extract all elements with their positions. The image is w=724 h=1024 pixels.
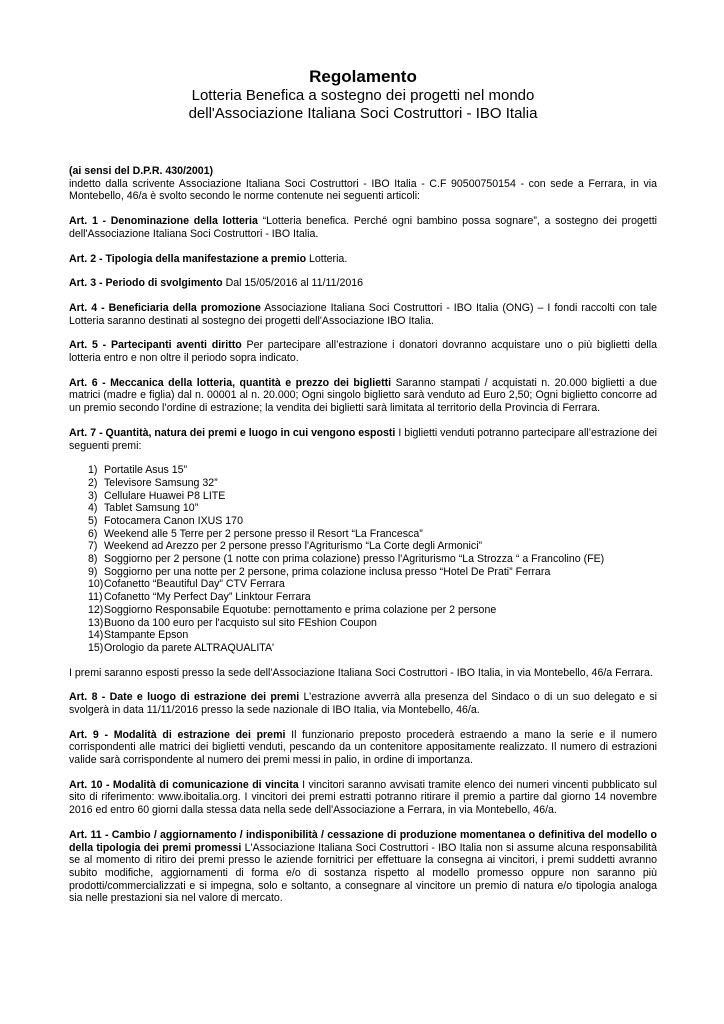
item-number: 8) [88, 553, 98, 566]
subtitle-line-1: Lotteria Benefica a sostegno dei progetti nel mondo [191, 87, 535, 104]
intro [69, 165, 657, 203]
article-8 [69, 691, 657, 716]
item-text: Tablet Samsung 10” [104, 502, 199, 515]
list-item [69, 490, 657, 503]
article-heading: Art. 8 - Date e luogo di estrazione dei premi [69, 691, 300, 704]
article-text: Il funzionario preposto procederà estraendo a mano la serie e il numero corrispondenti alle matrici dei biglietti venduti, pescando da un contenitore appositamente realizzato. Il numero di estrazioni valide sarà corrispondente al numero dei premi messi in palio, in ordine di importanza. [69, 728, 658, 767]
item-number: 6) [88, 527, 98, 540]
item-text: Stampante Epson [104, 629, 189, 642]
list-item [69, 578, 657, 591]
item-text: Weekend alle 5 Terre per 2 persone presso il Resort “La Francesca” [104, 527, 423, 540]
list-item [69, 617, 657, 630]
article-heading: Art. 6 - Meccanica della lotteria, quantità e prezzo dei biglietti [69, 376, 392, 389]
article-4 [69, 302, 657, 327]
item-number: 15) [88, 641, 104, 654]
item-text: Weekend ad Arezzo per 2 persone presso l'Agriturismo “La Corte degli Armonici” [104, 540, 483, 553]
article-text: Associazione Italiana Soci Costruttori - IBO Italia (ONG) – I fondi raccolti con tale Lotteria saranno destinati al sostegno dei progetti dell'Associazione IBO Italia. [69, 301, 657, 327]
list-item [69, 477, 657, 490]
article-heading: Art. 11 - Cambio / aggiornamento / indisponibilità / cessazione di produzione momentanea o definitiva del modello o della tipologia dei premi promessi [69, 828, 657, 854]
article-text: L'Associazione Italiana Soci Costruttori - IBO Italia non si assume alcuna responsabilità se al momento di ritiro dei premi presso le aziende fornitrici per effettuare la consegna ai vincitori, i premi suddetti avranno subito modifiche, aggiornamenti di forma e/o di sostanza rispetto al modello promesso oppure non saranno più prodotti/commercializzati e si impegna, solo e soltanto, a consegnare al vincitore un premio di natura e/o tipologia analoga sia nelle prestazioni sia nel valore di mercato. [69, 841, 657, 905]
article-text: I vincitori saranno avvisati tramite elenco dei numeri vincenti pubblicato sul sito di riferimento: www.iboitalia.org. I vincitori dei premi estratti potranno ritirare il premio a partire dal giorno 14 novembre 2016 ed entro 60 giorni dalla stessa data nella sede dell'Associazione a Ferrara, in via Montebello, 46/a. [69, 778, 657, 817]
item-text: Cofanetto “Beautiful Day” CTV Ferrara [104, 578, 285, 591]
item-number: 13) [88, 616, 104, 629]
list-item [69, 604, 657, 617]
article-11 [69, 829, 657, 905]
article-2 [69, 253, 657, 266]
item-text: Buono da 100 euro per l'acquisto sul sito FEshion Coupon [104, 616, 377, 629]
law-reference: (ai sensi del D.P.R. 430/2001) [69, 165, 214, 177]
item-text: Soggiorno per 2 persone (1 notte con prima colazione) presso l'Agriturismo “La Strozza “ a Francolino (FE) [104, 553, 605, 566]
article-text: I biglietti venduti potranno partecipare all’estrazione dei seguenti premi: [69, 426, 657, 452]
list-item [69, 502, 657, 515]
prizes-note: I premi saranno esposti presso la sede dell'Associazione Italiana Soci Costruttori - IBO Italia, in via Montebello, 46/a Ferrara. [69, 666, 653, 679]
list-item [69, 566, 657, 579]
list-item [69, 591, 657, 604]
article-heading: Art. 5 - Partecipanti aventi diritto [69, 339, 242, 352]
list-item [69, 642, 657, 655]
article-text: Lotteria. [306, 252, 348, 265]
item-text: Soggiorno Responsabile Equotube: pernottamento e prima colazione per 2 persone [104, 603, 497, 616]
item-number: 7) [88, 540, 98, 553]
item-text: Soggiorno per una notte per 2 persone, prima colazione inclusa presso “Hotel De Prati” Ferrara [104, 565, 551, 578]
article-text: Per partecipare all’estrazione i donatori dovranno acquistare uno o più biglietti della lotteria entro e non oltre il periodo sopra indicato. [69, 339, 657, 365]
list-item [69, 553, 657, 566]
list-item [69, 464, 657, 477]
item-number: 14) [88, 629, 104, 642]
article-3 [69, 277, 657, 290]
article-text: Saranno stampati / acquistati n. 20.000 biglietti a due matrici (madre e figlia) dal n. 00001 al n. 20.000; Ogni singolo biglietto sarà venduto ad Euro 2,50; Ogni biglietto concorre ad un premio secondo l’ordine di estrazione; la vendita dei biglietti sarà limitata al territorio della Provincia di Ferrara. [69, 376, 657, 415]
item-text: Televisore Samsung 32” [104, 476, 218, 489]
list-item [69, 515, 657, 528]
article-heading: Art. 7 - Quantità, natura dei premi e luogo in cui vengono esposti [69, 426, 396, 439]
article-7 [69, 427, 657, 452]
item-number: 3) [88, 489, 98, 502]
item-number: 12) [88, 603, 104, 616]
item-number: 1) [88, 464, 98, 477]
article-1 [69, 215, 657, 240]
article-heading: Art. 2 - Tipologia della manifestazione a premio [69, 252, 307, 265]
article-heading: Art. 4 - Beneficiaria della promozione [69, 301, 261, 314]
article-6 [69, 377, 657, 415]
article-text: “Lotteria benefica. Perché ogni bambino possa sognare”, a sostegno dei progetti dell'Associazione Italiana Soci Costruttori - IBO Italia. [69, 215, 658, 240]
article-heading: Art. 1 - Denominazione della lotteria [69, 215, 258, 228]
article-10 [69, 779, 657, 817]
article-9 [69, 729, 657, 767]
document-page [69, 67, 657, 905]
item-text: Fotocamera Canon IXUS 170 [104, 515, 243, 527]
item-number: 10) [88, 578, 104, 591]
article-heading: Art. 9 - Modalità di estrazione dei premi [69, 728, 286, 741]
prize-list [69, 464, 657, 654]
article-heading: Art. 3 - Periodo di svolgimento [69, 277, 223, 290]
subtitle-line-2: dell'Associazione Italiana Soci Costruttori - IBO Italia [188, 105, 538, 122]
item-number: 2) [88, 476, 98, 489]
item-text: Orologio da parete ALTRAQUALITA' [104, 641, 275, 654]
item-number: 4) [88, 502, 98, 515]
intro-text: indetto dalla scrivente Associazione Italiana Soci Costruttori - IBO Italia - C.F 90500750154 - con sede a Ferrara, in via Montebello, 46/a è svolto secondo le norme contenute nei seguenti articoli: [69, 177, 657, 203]
list-item [69, 629, 657, 642]
list-item [69, 528, 657, 541]
item-text: Cofanetto “My Perfect Day” Linktour Ferrara [104, 591, 311, 604]
item-number: 9) [88, 565, 98, 578]
article-text: L’estrazione avverrà alla presenza del Sindaco o di un suo delegato e si svolgerà in data 11/11/2016 presso la sede nazionale di IBO Italia, via Montebello, 46/a. [69, 691, 657, 716]
item-number: 11) [88, 591, 103, 604]
list-item [69, 540, 657, 553]
item-text: Cellulare Huawei P8 LITE [104, 489, 226, 502]
page-title: Regolamento [309, 67, 417, 86]
item-text: Portatile Asus 15” [104, 464, 188, 477]
article-text: Dal 15/05/2016 al 11/11/2016 [222, 277, 364, 290]
article-heading: Art. 10 - Modalità di comunicazione di vincita [69, 778, 299, 791]
item-number: 5) [88, 515, 98, 527]
article-5 [69, 339, 657, 364]
